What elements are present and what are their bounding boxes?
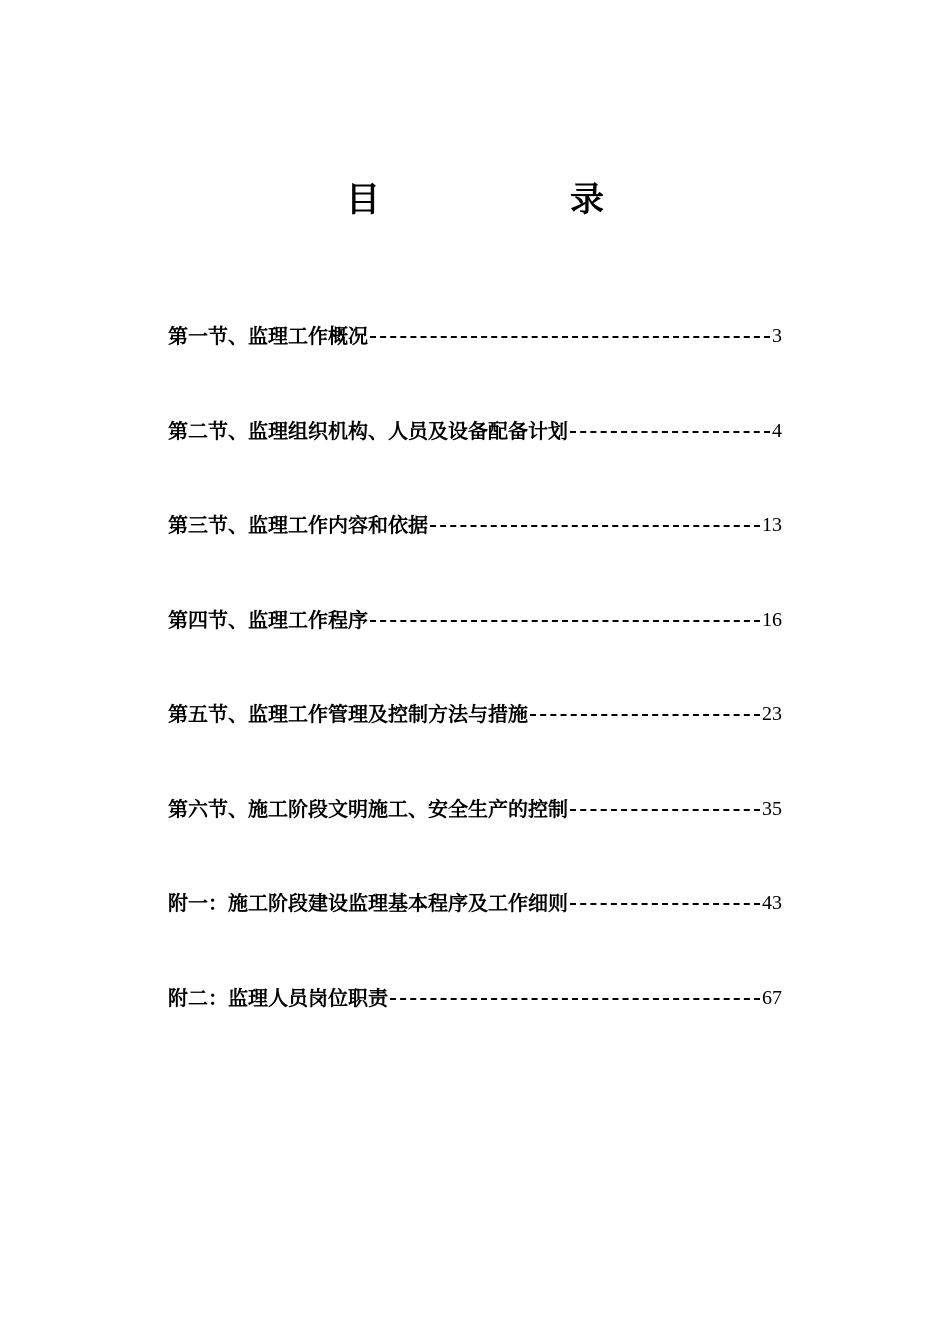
toc-leader	[570, 431, 770, 433]
toc-entry[interactable]	[168, 791, 782, 827]
toc-leader	[430, 525, 760, 527]
toc-page-number: 3	[772, 325, 782, 347]
toc-entry[interactable]	[168, 696, 782, 732]
toc-entry-label: 第六节、施工阶段文明施工、安全生产的控制	[168, 797, 568, 821]
toc-leader	[530, 714, 760, 716]
toc-entry[interactable]	[168, 602, 782, 638]
toc-entry[interactable]	[168, 885, 782, 921]
toc-page-number: 13	[762, 514, 782, 536]
toc-leader	[570, 809, 760, 811]
toc-entry-label: 附一：施工阶段建设监理基本程序及工作细则	[168, 891, 568, 915]
toc-entry-label: 第三节、监理工作内容和依据	[168, 513, 428, 537]
toc-entry-label: 第一节、监理工作概况	[168, 324, 368, 348]
toc-page-number: 35	[762, 798, 782, 820]
toc-page-number: 67	[762, 987, 782, 1009]
toc-title-char: 录	[570, 180, 604, 220]
toc-title-char: 目	[346, 180, 380, 220]
toc-page-number: 16	[762, 609, 782, 631]
toc-entry[interactable]	[168, 980, 782, 1016]
toc-leader	[370, 620, 760, 622]
toc-page-number: 23	[762, 703, 782, 725]
toc-leader	[570, 903, 760, 905]
toc-entry[interactable]	[168, 413, 782, 449]
toc-page-number: 4	[772, 420, 782, 442]
toc-entry-label: 第四节、监理工作程序	[168, 608, 368, 632]
toc-entry-label: 第二节、监理组织机构、人员及设备配备计划	[168, 419, 568, 443]
toc-leader	[390, 998, 760, 1000]
toc-page-number: 43	[762, 892, 782, 914]
toc-entry[interactable]	[168, 507, 782, 543]
toc-entry[interactable]	[168, 318, 782, 354]
toc-entry-label: 附二：监理人员岗位职责	[168, 986, 388, 1010]
toc-entry-label: 第五节、监理工作管理及控制方法与措施	[168, 702, 528, 726]
toc-leader	[370, 336, 770, 338]
toc-title	[0, 176, 950, 226]
